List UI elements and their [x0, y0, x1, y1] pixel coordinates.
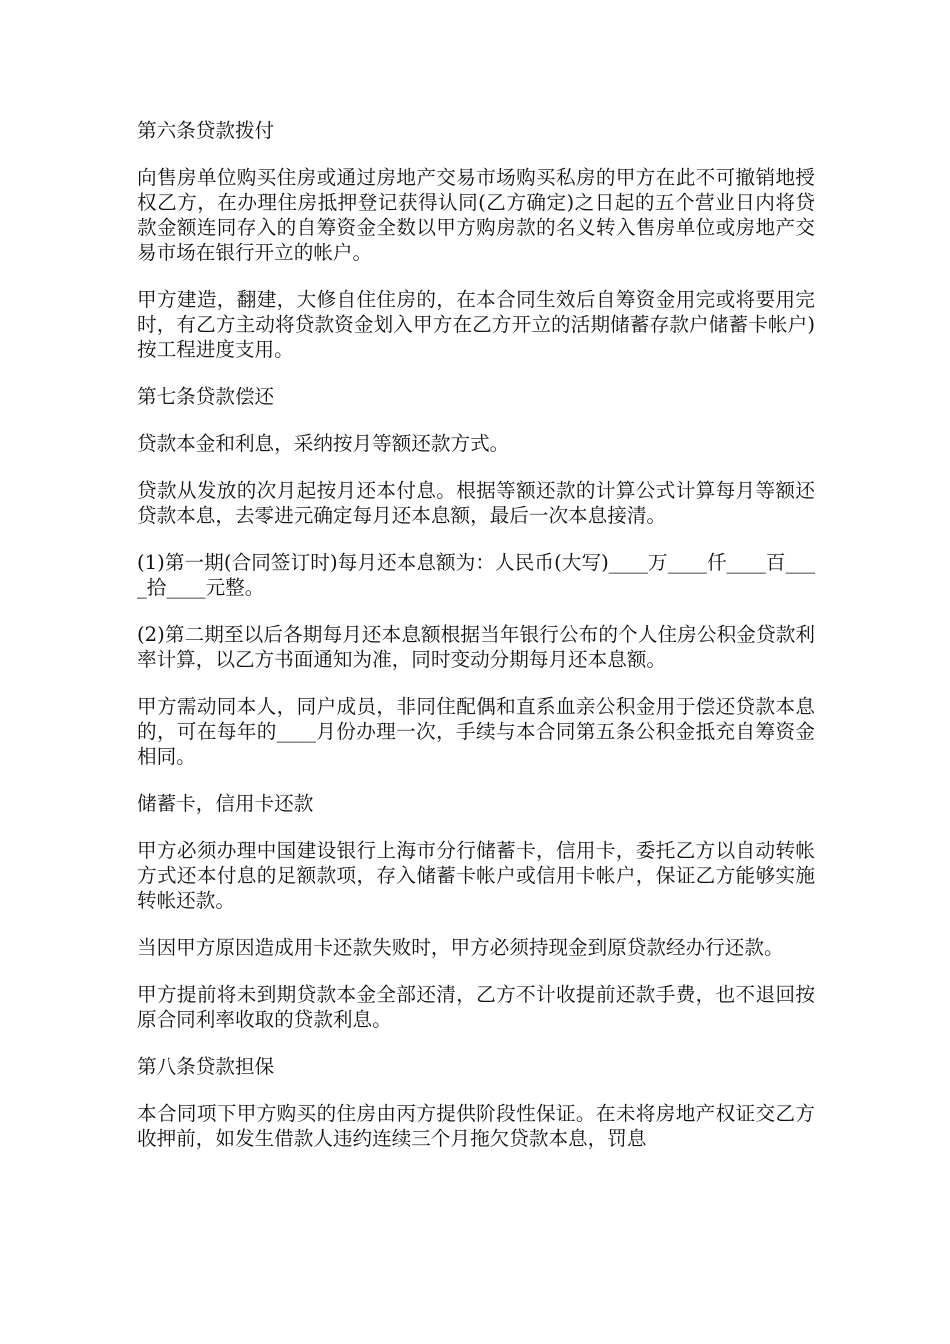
paragraph-first-period-amount: (1)第一期(合同签订时)每月还本息额为：人民币(大写)____万____仟____百____拾____元整。 — [137, 551, 815, 599]
paragraph-disbursement-construction: 甲方建造，翻建，大修自住住房的，在本合同生效后自筹资金用完或将要用完时，有乙方主动将贷款资金划入甲方在乙方开立的活期储蓄存款户储蓄卡帐户)按工程进度支用。 — [137, 288, 815, 361]
paragraph-later-period-amount: (2)第二期至以后各期每月还本息额根据当年银行公布的个人住房公积金贷款利率计算，以乙方书面通知为准，同时变动分期每月还本息额。 — [137, 623, 815, 671]
paragraph-guarantee: 本合同项下甲方购买的住房由丙方提供阶段性保证。在未将房地产权证交乙方收押前，如发生借款人违约连续三个月拖欠贷款本息，罚息 — [137, 1102, 815, 1150]
paragraph-disbursement-purchase: 向售房单位购买住房或通过房地产交易市场购买私房的甲方在此不可撤销地授权乙方，在办理住房抵押登记获得认同(乙方确定)之日起的五个营业日内将贷款金额连同存入的自筹资金全数以甲方购房款的名义转入售房单位或房地产交易市场在银行开立的帐户。 — [137, 166, 815, 264]
paragraph-card-requirement: 甲方必须办理中国建设银行上海市分行储蓄卡，信用卡，委托乙方以自动转帐方式还本付息的足额款项，存入储蓄卡帐户或信用卡帐户，保证乙方能够实施转帐还款。 — [137, 839, 815, 912]
document-page — [137, 118, 815, 1173]
paragraph-card-failure: 当因甲方原因造成用卡还款失败时，甲方必须持现金到原贷款经办行还款。 — [137, 936, 784, 959]
paragraph-early-repayment: 甲方提前将未到期贷款本金全部还清，乙方不计收提前还款手费，也不退回按原合同利率收取的贷款利息。 — [137, 983, 815, 1031]
section-heading-card-repayment: 储蓄卡，信用卡还款 — [137, 792, 314, 815]
paragraph-repayment-method: 贷款本金和利息，采纳按月等额还款方式。 — [137, 432, 510, 455]
paragraph-provident-fund: 甲方需动同本人，同户成员，非同住配偶和直系血亲公积金用于偿还贷款本息的，可在每年的____月份办理一次，手续与本合同第五条公积金抵充自筹资金相同。 — [137, 695, 815, 768]
section-heading-article-7: 第七条贷款偿还 — [137, 385, 275, 408]
section-heading-article-6: 第六条贷款拨付 — [137, 119, 275, 142]
section-heading-article-8: 第八条贷款担保 — [137, 1055, 275, 1078]
paragraph-repayment-schedule: 贷款从发放的次月起按月还本付息。根据等额还款的计算公式计算每月等额还贷款本息，去零进元确定每月还本息额，最后一次本息接清。 — [137, 479, 815, 527]
